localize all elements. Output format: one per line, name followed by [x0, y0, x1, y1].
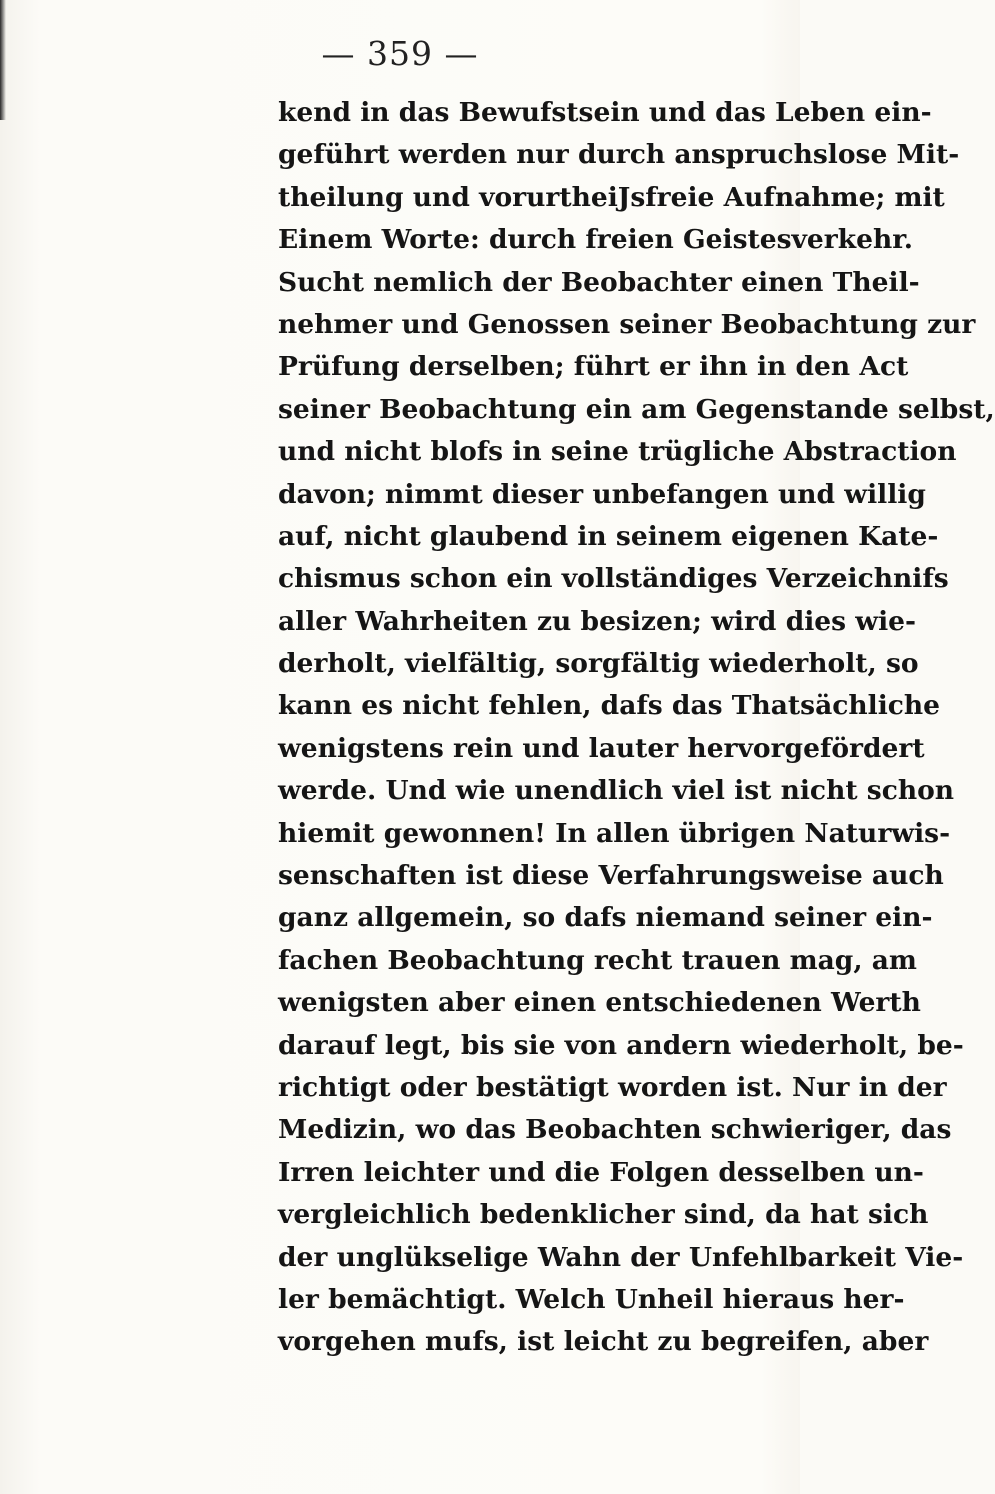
text-line: hiemit gewonnen! In allen übrigen Naturwis-	[278, 817, 951, 849]
text-line: derholt, vielfältig, sorgfältig wiederholt, so	[278, 648, 919, 680]
text-line: vergleichlich bedenklicher sind, da hat sich	[278, 1199, 929, 1231]
text-line: senschaften ist diese Verfahrungsweise auch	[278, 860, 944, 892]
text-line: aller Wahrheiten zu besizen; wird dies wie-	[278, 605, 917, 637]
page-number: — 359 —	[321, 34, 479, 73]
text-line: davon; nimmt dieser unbefangen und willig	[278, 478, 926, 510]
text-line: Irren leichter und die Folgen desselben un-	[278, 1156, 924, 1188]
text-line: wenigstens rein und lauter hervorgefördert	[278, 732, 925, 764]
text-line: werde. Und wie unendlich viel ist nicht schon	[278, 775, 955, 807]
text-line: darauf legt, bis sie von andern wiederholt, be-	[278, 1029, 964, 1061]
text-line: auf, nicht glaubend in seinem eigenen Kate-	[278, 520, 939, 552]
text-line: fachen Beobachtung recht trauen mag, am	[278, 944, 917, 976]
text-line: und nicht blofs in seine trügliche Abstraction	[278, 436, 957, 468]
text-line: Prüfung derselben; führt er ihn in den Act	[278, 351, 909, 383]
text-line: ler bemächtigt. Welch Unheil hieraus her-	[278, 1283, 905, 1315]
text-line: ganz allgemein, so dafs niemand seiner ein-	[278, 902, 933, 934]
text-line: theilung und vorurtheiJsfreie Aufnahme; mit	[278, 181, 945, 213]
text-line: seiner Beobachtung ein am Gegenstande selbst,	[278, 393, 995, 425]
text-line: Medizin, wo das Beobachten schwieriger, das	[278, 1114, 952, 1146]
text-line: Sucht nemlich der Beobachter einen Theil-	[278, 266, 920, 298]
text-line: der unglükselige Wahn der Unfehlbarkeit Vie-	[278, 1241, 964, 1273]
text-line: nehmer und Genossen seiner Beobachtung zur	[278, 308, 976, 340]
text-line: chismus schon ein vollständiges Verzeichnifs	[278, 563, 949, 595]
body-text	[278, 92, 995, 1364]
text-line: Einem Worte: durch freien Geistesverkehr.	[278, 224, 913, 256]
text-line: richtigt oder bestätigt worden ist. Nur in der	[278, 1071, 947, 1103]
text-line: geführt werden nur durch anspruchslose Mit-	[278, 139, 960, 171]
text-line: vorgehen mufs, ist leicht zu begreifen, aber	[278, 1326, 929, 1358]
text-line: kann es nicht fehlen, dafs das Thatsächliche	[278, 690, 941, 722]
text-line: kend in das Bewufstsein und das Leben ein-	[278, 97, 932, 128]
text-line: wenigsten aber einen entschiedenen Werth	[278, 987, 921, 1019]
